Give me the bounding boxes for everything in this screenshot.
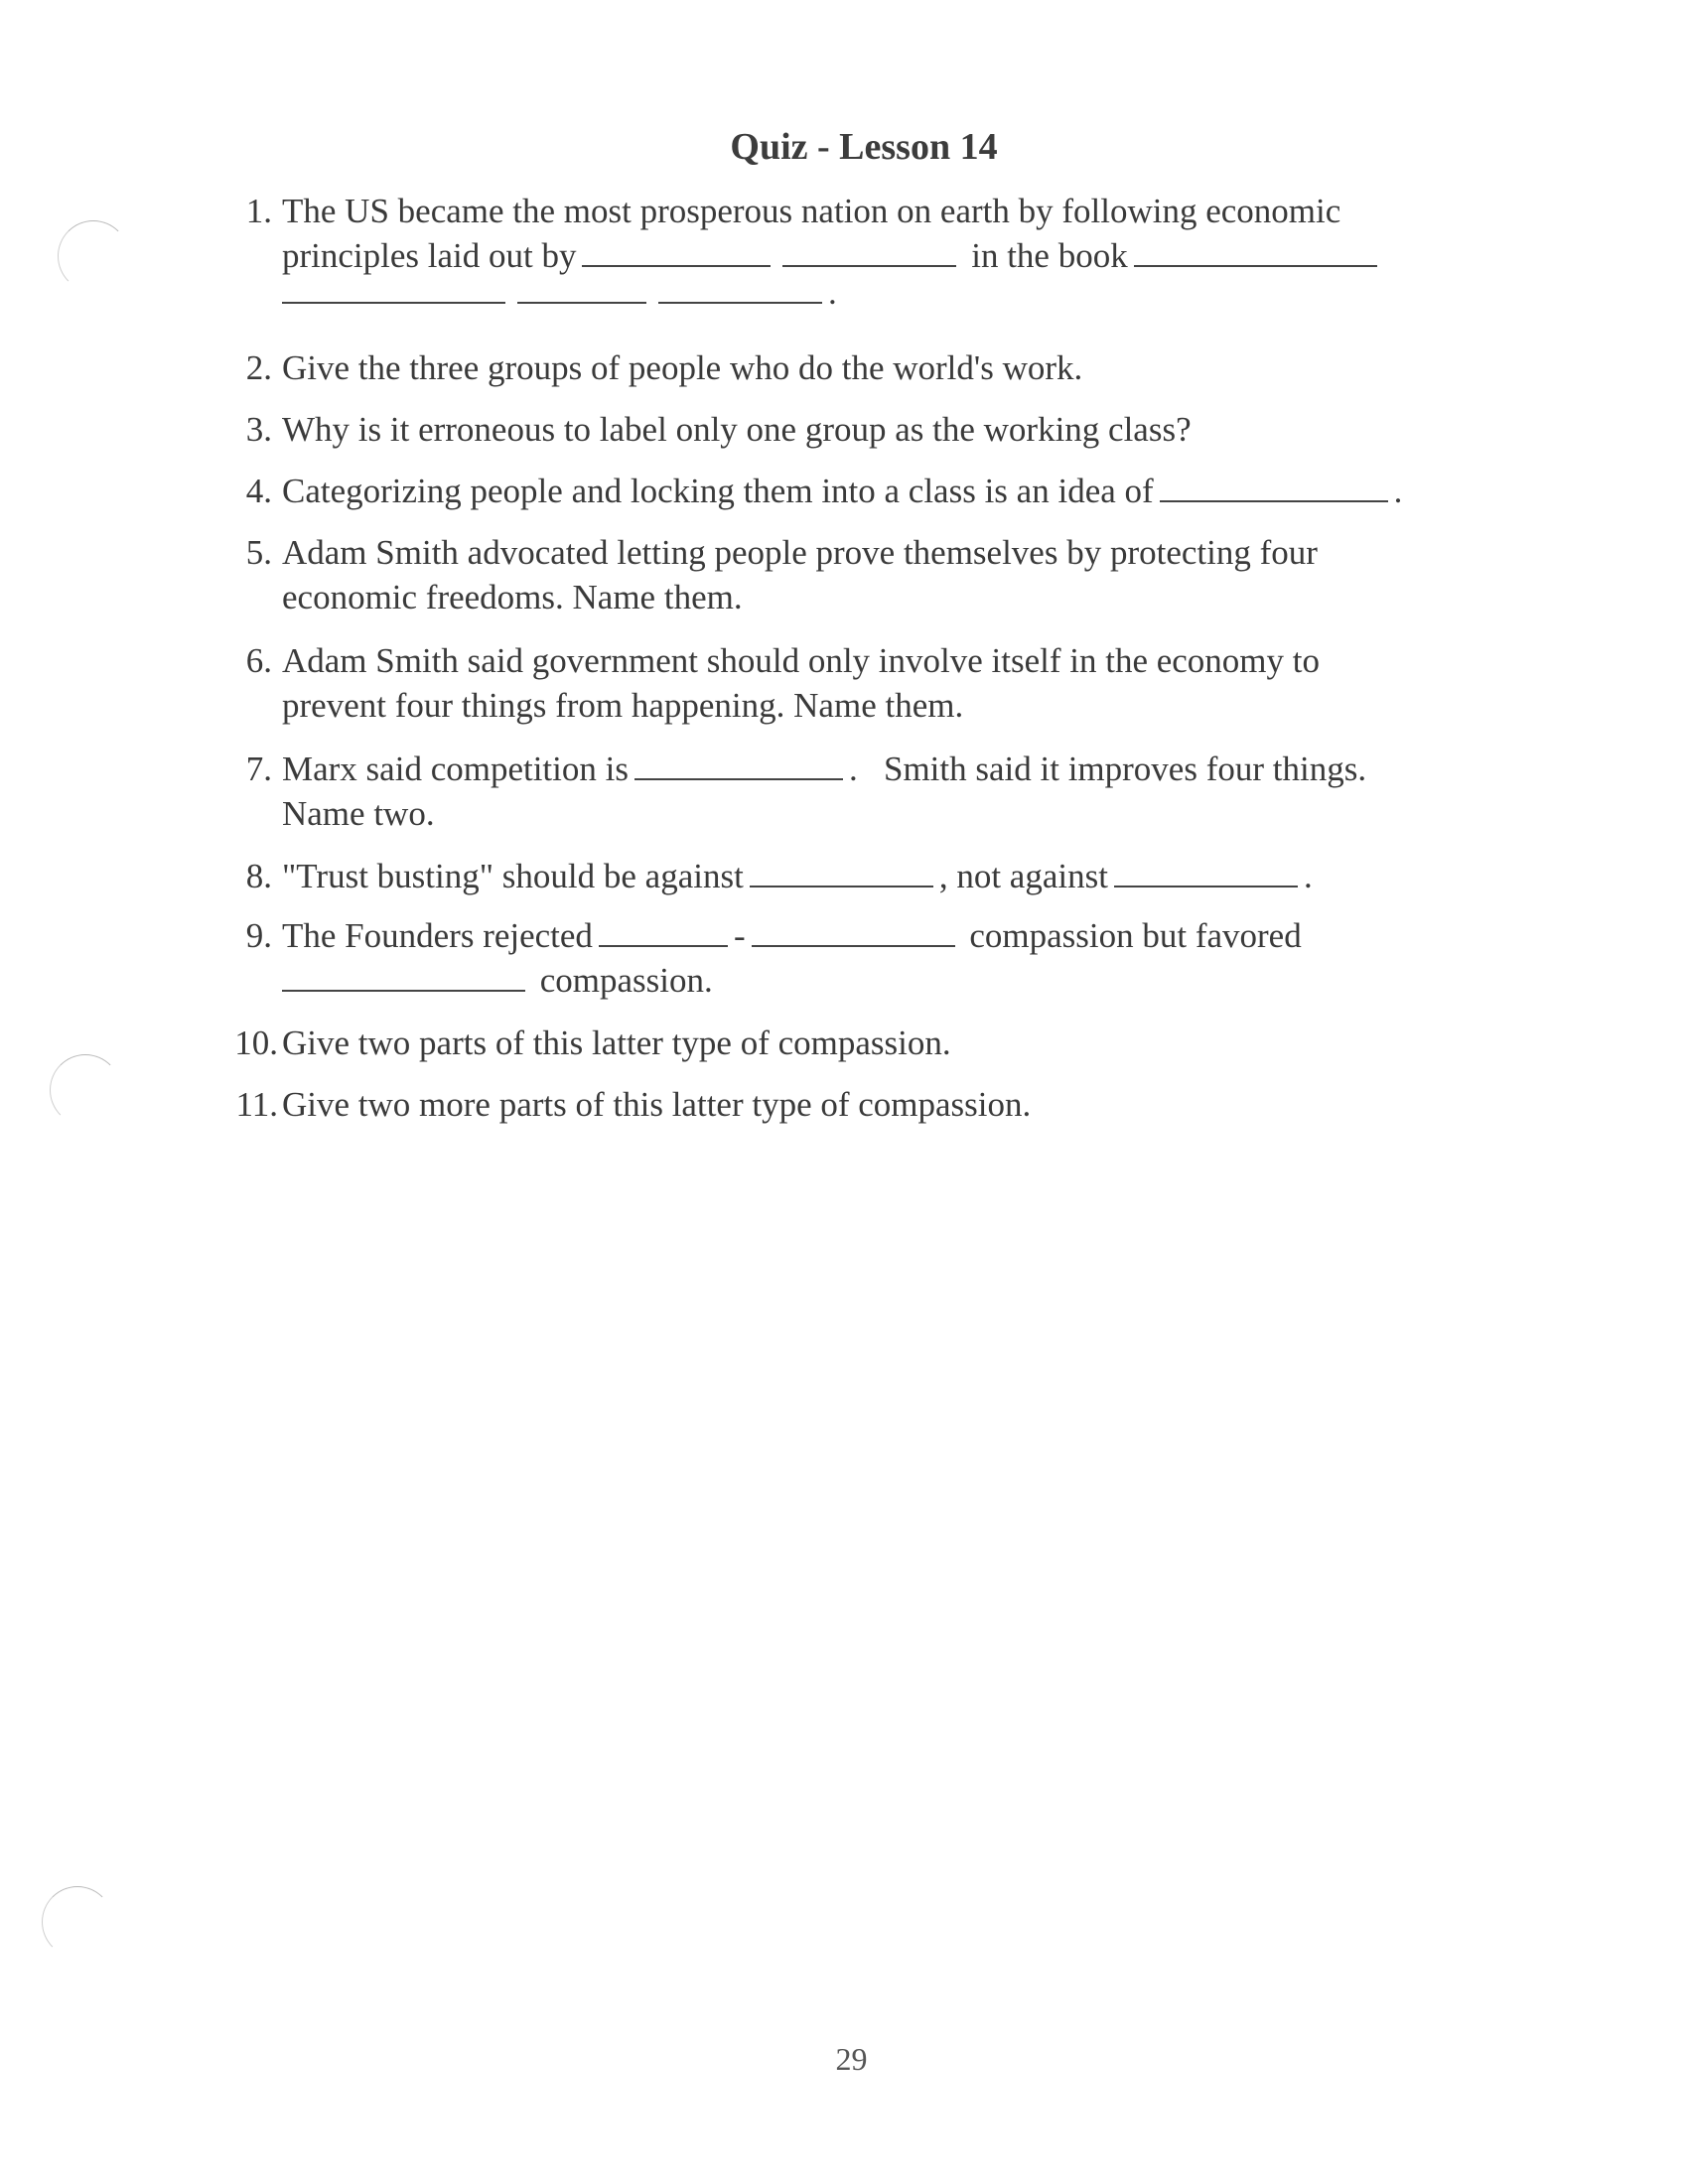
question-line: . — [276, 270, 837, 315]
punch-hole-bottom — [42, 1886, 113, 1958]
question-1 — [216, 189, 1448, 328]
answer-blank[interactable] — [782, 235, 956, 267]
question-text: Give the three groups of people who do the world's work. — [282, 348, 1083, 387]
question-number: 3. — [245, 410, 272, 449]
question-number: 8. — [245, 857, 272, 895]
answer-blank[interactable] — [282, 272, 505, 304]
answer-blank[interactable] — [599, 915, 728, 947]
question-text: in the book — [971, 236, 1128, 275]
question-number: 7. — [245, 750, 272, 788]
question-text: economic freedoms. Name them. — [282, 578, 743, 616]
question-6 — [216, 638, 1448, 728]
question-number: 6. — [245, 641, 272, 680]
question-text: principles laid out by — [282, 236, 577, 275]
answer-blank[interactable] — [1160, 471, 1388, 502]
question-text: The Founders rejected — [282, 916, 593, 955]
question-text: "Trust busting" should be against — [282, 857, 744, 895]
question-10 — [216, 1021, 1448, 1065]
question-text: The US became the most prosperous nation on earth by following economic — [282, 192, 1341, 230]
question-text: Why is it erroneous to label only one group as the working class? — [282, 410, 1192, 449]
punch-hole-middle — [50, 1054, 121, 1126]
question-text: Adam Smith advocated letting people prove themselves by protecting four — [282, 533, 1318, 572]
question-number: 5. — [245, 533, 272, 572]
question-text: Give two parts of this latter type of compassion. — [282, 1024, 951, 1062]
question-11 — [216, 1082, 1448, 1127]
answer-blank[interactable] — [582, 235, 771, 267]
question-9: 9. The Founders rejected - compassion but favored compassion. — [216, 913, 1448, 1003]
question-number: 4. — [245, 472, 272, 510]
question-7: 7. Marx said competition is . Smith said it improves four things. Name two. — [216, 747, 1448, 836]
answer-blank[interactable] — [752, 915, 955, 947]
answer-blank[interactable] — [750, 856, 933, 887]
question-text: Adam Smith said government should only involve itself in the economy to — [282, 641, 1321, 680]
answer-blank[interactable] — [1114, 856, 1298, 887]
answer-blank[interactable] — [517, 272, 646, 304]
question-4: 4. Categorizing people and locking them into a class is an idea of . — [216, 469, 1448, 513]
question-8: 8. "Trust busting" should be against , not against . — [216, 854, 1448, 898]
answer-blank[interactable] — [634, 749, 843, 780]
question-number: 1. — [245, 192, 272, 230]
question-text: Name two. — [282, 794, 435, 833]
question-text: compassion but favored — [969, 916, 1302, 955]
answer-blank[interactable] — [282, 960, 525, 992]
question-3 — [216, 407, 1448, 452]
question-number: 11. — [235, 1085, 278, 1124]
answer-blank[interactable] — [1134, 235, 1377, 267]
question-number: 10. — [234, 1024, 278, 1062]
question-text: Give two more parts of this latter type of compassion. — [282, 1085, 1032, 1124]
question-number: 9. — [245, 916, 272, 955]
question-text: Marx said competition is — [282, 750, 629, 788]
question-text: Smith said it improves four things. — [883, 750, 1367, 788]
question-text: Categorizing people and locking them into a class is an idea of — [282, 472, 1154, 510]
punch-hole-top — [58, 220, 129, 292]
page-number: 29 — [835, 2041, 868, 2077]
question-2 — [216, 345, 1448, 390]
question-text: not against — [956, 857, 1108, 895]
quiz-title: Quiz - Lesson 14 — [730, 126, 998, 168]
question-5 — [216, 530, 1448, 619]
question-text: prevent four things from happening. Name them. — [282, 686, 964, 725]
question-line — [282, 958, 713, 1003]
answer-blank[interactable] — [658, 272, 822, 304]
question-text: compassion. — [539, 961, 713, 1000]
question-number: 2. — [245, 348, 272, 387]
